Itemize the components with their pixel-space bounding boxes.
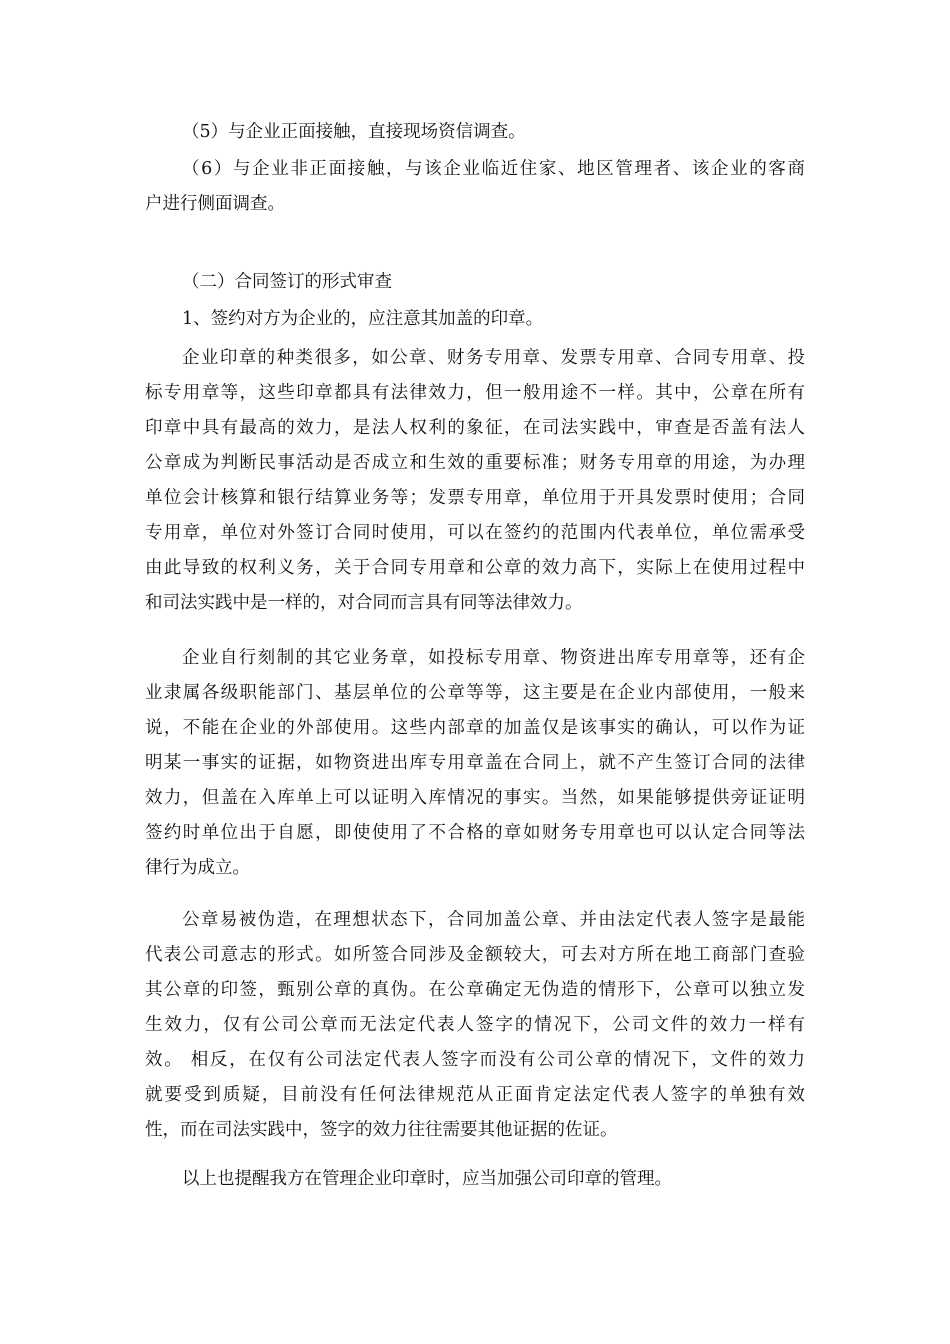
text-line: 标专用章等，这些印章都具有法律效力，但一般用途不一样。其中，公章在所有	[145, 383, 805, 403]
text-line: 由此导致的权利义务，关于合同专用章和公章的效力高下，实际上在使用过程中	[145, 558, 805, 578]
text-line: 以上也提醒我方在管理企业印章时，应当加强公司印章的管理。	[182, 1169, 672, 1189]
text-line: （5）与企业正面接触，直接现场资信调查。	[182, 122, 526, 142]
text-line: 专用章，单位对外签订合同时使用，可以在签约的范围内代表单位，单位需承受	[145, 523, 805, 543]
text-line: 单位会计核算和银行结算业务等；发票专用章，单位用于开具发票时使用；合同	[145, 488, 805, 508]
paragraph-forgery	[145, 903, 805, 1148]
text-line: 效力，但盖在入库单上可以证明入库情况的事实。当然，如果能够提供旁证证明	[145, 788, 805, 808]
text-line: （二）合同签订的形式审查	[182, 272, 392, 292]
paragraph-seal-types	[145, 341, 805, 621]
text-line: 企业自行刻制的其它业务章，如投标专用章、物资进出库专用章等，还有企	[182, 648, 805, 668]
text-line: 印章中具有最高的效力，是法人权利的象征，在司法实践中，审查是否盖有法人	[145, 418, 805, 438]
text-line: 公章易被伪造，在理想状态下，合同加盖公章、并由法定代表人签字是最能	[182, 910, 805, 930]
paragraph-internal-seals	[145, 641, 805, 886]
paragraph-conclusion	[182, 1162, 842, 1197]
text-line: 户进行侧面调查。	[145, 194, 285, 214]
subsection-heading	[182, 302, 842, 337]
text-line: 和司法实践中是一样的，对合同而言具有同等法律效力。	[145, 593, 583, 613]
text-line: 生效力，仅有公司公章而无法定代表人签字的情况下，公司文件的效力一样有	[145, 1015, 805, 1035]
section-heading	[182, 265, 842, 300]
text-line: 公章成为判断民事活动是否成立和生效的重要标准；财务专用章的用途，为办理	[145, 453, 805, 473]
text-line: 效。 相反，在仅有公司法定代表人签字而没有公司公章的情况下，文件的效力	[145, 1050, 805, 1070]
text-line: （6）与企业非正面接触，与该企业临近住家、地区管理者、该企业的客商	[182, 159, 805, 179]
text-line: 企业印章的种类很多，如公章、财务专用章、发票专用章、合同专用章、投	[182, 348, 805, 368]
text-line: 签约时单位出于自愿，即使使用了不合格的章如财务专用章也可以认定合同等法	[145, 823, 805, 843]
text-line: 性，而在司法实践中，签字的效力往往需要其他证据的佐证。	[145, 1120, 618, 1140]
text-line: 1、签约对方为企业的，应注意其加盖的印章。	[182, 309, 544, 329]
text-line: 律行为成立。	[145, 858, 250, 878]
paragraph-credit-check-6	[145, 152, 805, 222]
text-line: 代表公司意志的形式。如所签合同涉及金额较大，可去对方所在地工商部门查验	[145, 945, 805, 965]
text-line: 其公章的印签，甄别公章的真伪。在公章确定无伪造的情形下，公章可以独立发	[145, 980, 805, 1000]
text-line: 就要受到质疑，目前没有任何法律规范从正面肯定法定代表人签字的单独有效	[145, 1085, 805, 1105]
text-line: 明某一事实的证据，如物资进出库专用章盖在合同上，就不产生签订合同的法律	[145, 753, 805, 773]
paragraph-credit-check-5	[182, 115, 842, 150]
text-line: 说，不能在企业的外部使用。这些内部章的加盖仅是该事实的确认，可以作为证	[145, 718, 805, 738]
text-line: 业隶属各级职能部门、基层单位的公章等等，这主要是在企业内部使用，一般来	[145, 683, 805, 703]
